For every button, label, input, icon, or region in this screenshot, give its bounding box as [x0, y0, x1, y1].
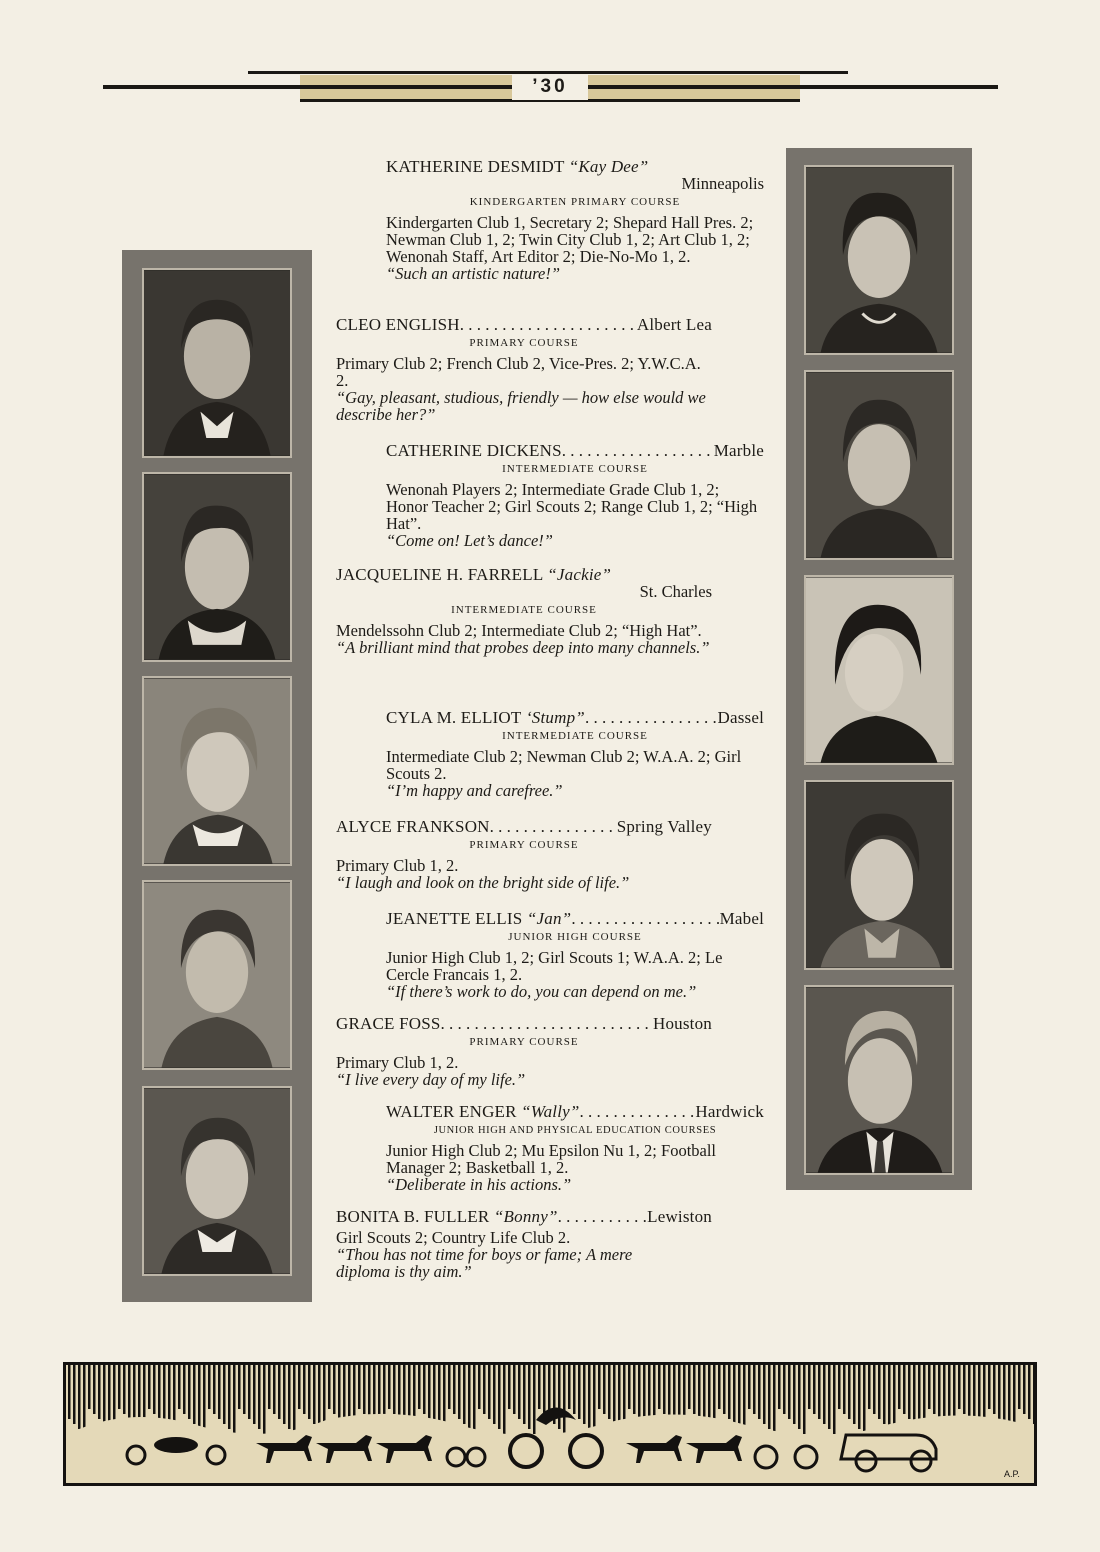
- student-nickname: “Bonny”: [493, 1207, 558, 1226]
- frieze-stripe: [528, 1365, 531, 1429]
- frieze-stripe: [83, 1365, 86, 1434]
- frieze-stripe: [688, 1365, 691, 1409]
- frieze-stripe: [848, 1365, 851, 1419]
- student-quote: “I laugh and look on the bright side of life.”: [336, 873, 630, 892]
- frieze-stripe: [793, 1365, 796, 1424]
- frieze-stripe: [803, 1365, 806, 1434]
- frieze-stripe: [693, 1365, 696, 1414]
- frieze-stripe: [858, 1365, 861, 1429]
- student-town: Lewiston: [647, 1207, 712, 1226]
- page-label: ’30: [512, 74, 588, 100]
- frieze-stripe: [813, 1365, 816, 1414]
- student-quote: “I’m happy and carefree.”: [386, 781, 563, 800]
- frieze-stripe: [1023, 1365, 1026, 1414]
- student-course: INTERMEDIATE COURSE: [451, 604, 597, 616]
- frieze-stripe: [963, 1365, 966, 1414]
- frieze-stripe: [558, 1365, 561, 1429]
- frieze-stripe: [108, 1365, 111, 1429]
- student-course: PRIMARY COURSE: [469, 1036, 579, 1048]
- frieze-stripe: [253, 1365, 256, 1424]
- frieze-stripe: [958, 1365, 961, 1409]
- frieze-stripe: [243, 1365, 246, 1414]
- frieze-stripe: [518, 1365, 521, 1419]
- footer-frieze-illustration: [63, 1362, 1037, 1486]
- frieze-stripe: [783, 1365, 786, 1414]
- frieze-stripe: [933, 1365, 936, 1414]
- student-quote: “Gay, pleasant, studious, friendly — how else would we describe her?”: [336, 388, 706, 424]
- frieze-stripe: [763, 1365, 766, 1424]
- frieze-stripe: [878, 1365, 881, 1419]
- frieze-stripe: [828, 1365, 831, 1429]
- frieze-stripe: [278, 1365, 281, 1419]
- frieze-stripe: [568, 1365, 571, 1409]
- student-nickname: “Jan”: [526, 909, 572, 928]
- frieze-stripe: [988, 1365, 991, 1409]
- frieze-stripe: [633, 1365, 636, 1414]
- frieze-stripe: [193, 1365, 196, 1424]
- frieze-stripe: [333, 1365, 336, 1414]
- portrait-photo: [804, 575, 954, 765]
- frieze-stripe: [1033, 1365, 1034, 1424]
- frieze-stripe: [513, 1365, 516, 1414]
- frieze-stripe: [613, 1365, 616, 1424]
- frieze-stripe: [303, 1365, 306, 1414]
- entry-cyla-elliot: [386, 709, 764, 799]
- frieze-stripe: [733, 1365, 736, 1424]
- frieze-stripe: [913, 1365, 916, 1424]
- frieze-stripe: [543, 1365, 546, 1414]
- frieze-stripe: [1003, 1365, 1006, 1424]
- frieze-stripe: [133, 1365, 136, 1424]
- frieze-stripe: [203, 1365, 206, 1434]
- student-nickname: “Kay Dee”: [568, 157, 649, 176]
- frieze-stripe: [898, 1365, 901, 1409]
- frieze-stripe: [328, 1365, 331, 1409]
- student-name: ALYCE FRANKSON: [336, 817, 490, 836]
- frieze-stripe: [293, 1365, 296, 1434]
- frieze-stripe: [313, 1365, 316, 1424]
- portrait-photo: [804, 985, 954, 1175]
- entry-cleo-english: [336, 316, 712, 423]
- frieze-stripe: [448, 1365, 451, 1409]
- frieze-stripe: [183, 1365, 186, 1414]
- frieze-stripe: [618, 1365, 621, 1429]
- frieze-stripe: [273, 1365, 276, 1414]
- frieze-stripe: [263, 1365, 266, 1434]
- student-town: Hardwick: [695, 1102, 764, 1121]
- frieze-stripe: [1018, 1365, 1021, 1409]
- portrait-photo: [804, 370, 954, 560]
- student-course: PRIMARY COURSE: [469, 337, 579, 349]
- student-town: Spring Valley: [616, 817, 712, 836]
- frieze-stripe: [68, 1365, 71, 1419]
- artist-initials: A.P.: [1004, 1469, 1020, 1479]
- frieze-stripe: [808, 1365, 811, 1409]
- student-name: WALTER ENGER: [386, 1102, 517, 1121]
- frieze-stripe: [768, 1365, 771, 1429]
- entry-alyce-frankson: [336, 818, 712, 891]
- frieze-stripe: [468, 1365, 471, 1429]
- frieze-stripe: [973, 1365, 976, 1424]
- frieze-stripe: [658, 1365, 661, 1409]
- frieze-stripe: [433, 1365, 436, 1424]
- frieze-stripe: [738, 1365, 741, 1429]
- frieze-stripe: [398, 1365, 401, 1419]
- frieze-stripe: [93, 1365, 96, 1414]
- frieze-stripe: [578, 1365, 581, 1419]
- student-course: INTERMEDIATE COURSE: [502, 730, 648, 742]
- frieze-stripe: [488, 1365, 491, 1419]
- frieze-stripe: [363, 1365, 366, 1414]
- student-town: Houston: [652, 1014, 712, 1033]
- frieze-stripe: [743, 1365, 746, 1434]
- student-quote: “If there’s work to do, you can depend on me.”: [386, 982, 697, 1001]
- student-town: Minneapolis: [681, 174, 764, 193]
- student-name: KATHERINE DESMIDT: [386, 157, 565, 176]
- student-name: JEANETTE ELLIS: [386, 909, 523, 928]
- student-activities: Primary Club 1, 2.: [336, 856, 459, 875]
- frieze-stripe: [318, 1365, 321, 1429]
- student-town: Albert Lea: [636, 315, 712, 334]
- entry-catherine-dickens: [386, 442, 764, 549]
- frieze-stripe: [588, 1365, 591, 1429]
- student-name: BONITA B. FULLER: [336, 1207, 490, 1226]
- frieze-stripe: [628, 1365, 631, 1409]
- portrait-photo: [804, 780, 954, 970]
- frieze-stripe: [258, 1365, 261, 1429]
- student-town: St. Charles: [639, 582, 712, 601]
- frieze-stripe: [473, 1365, 476, 1434]
- student-activities: Primary Club 1, 2.: [336, 1053, 459, 1072]
- frieze-stripe: [773, 1365, 776, 1434]
- frieze-stripe: [483, 1365, 486, 1414]
- frieze-stripe: [993, 1365, 996, 1414]
- frieze-stripe: [248, 1365, 251, 1419]
- frieze-stripe: [563, 1365, 566, 1434]
- portrait-photo: [142, 1086, 292, 1276]
- frieze-stripe: [98, 1365, 101, 1419]
- student-town: Mabel: [719, 909, 764, 928]
- portrait-photo: [142, 676, 292, 866]
- student-activities: Kindergarten Club 1, Secretary 2; Shepard Hall Pres. 2; Newman Club 1, 2; Twin City Club 1, 2; Art Club 1, 2; Wenonah Staff, Art Editor 2; Die-No-Mo 1, 2.: [386, 213, 754, 266]
- student-course: JUNIOR HIGH COURSE: [508, 931, 642, 943]
- frieze-stripe: [728, 1365, 731, 1419]
- frieze-stripe: [798, 1365, 801, 1429]
- entry-jeanette-ellis: [386, 910, 764, 1000]
- frieze-stripe: [698, 1365, 701, 1419]
- frieze-stripe: [178, 1365, 181, 1409]
- student-nickname: ‘Stump”: [525, 708, 585, 727]
- frieze-stripe: [833, 1365, 836, 1434]
- frieze-stripe: [1008, 1365, 1011, 1429]
- frieze-stripe: [458, 1365, 461, 1419]
- frieze-stripe: [853, 1365, 856, 1424]
- frieze-stripe: [128, 1365, 131, 1419]
- frieze-stripe: [598, 1365, 601, 1409]
- frieze-stripe: [103, 1365, 106, 1424]
- portrait-photo: [804, 165, 954, 355]
- frieze-stripe: [998, 1365, 1001, 1419]
- student-quote: “Come on! Let’s dance!”: [386, 531, 553, 550]
- frieze-stripe: [533, 1365, 536, 1434]
- student-course: KINDERGARTEN PRIMARY COURSE: [469, 196, 681, 208]
- frieze-stripe: [883, 1365, 886, 1424]
- student-town: Dassel: [717, 708, 764, 727]
- frieze-stripe: [493, 1365, 496, 1424]
- student-course: JUNIOR HIGH AND PHYSICAL EDUCATION COURSES: [433, 1125, 717, 1136]
- frieze-stripe: [428, 1365, 431, 1419]
- student-quote: “Deliberate in his actions.”: [386, 1175, 572, 1194]
- student-nickname: “Jackie”: [547, 565, 612, 584]
- student-activities: Primary Club 2; French Club 2, Vice-Pres. 2; Y.W.C.A. 2.: [336, 354, 701, 390]
- frieze-stripe: [478, 1365, 481, 1409]
- frieze-stripe: [343, 1365, 346, 1424]
- frieze-stripe: [868, 1365, 871, 1409]
- frieze-stripe: [503, 1365, 506, 1434]
- frieze-stripe: [88, 1365, 91, 1409]
- frieze-stripe: [208, 1365, 211, 1409]
- frieze-stripe: [418, 1365, 421, 1409]
- student-name: JACQUELINE H. FARRELL: [336, 565, 543, 584]
- frieze-stripe: [723, 1365, 726, 1414]
- frieze-stripe: [943, 1365, 946, 1424]
- frieze-stripe: [163, 1365, 166, 1424]
- entry-bonita-fuller: [336, 1208, 712, 1280]
- frieze-stripe: [778, 1365, 781, 1409]
- student-activities: Wenonah Players 2; Intermediate Grade Club 1, 2; Honor Teacher 2; Girl Scouts 2; Range Club 1, 2; “High Hat”.: [386, 480, 758, 533]
- frieze-stripe: [888, 1365, 891, 1429]
- frieze-stripe: [423, 1365, 426, 1414]
- frieze-stripe: [118, 1365, 121, 1409]
- frieze-stripe: [603, 1365, 606, 1414]
- frieze-stripe: [213, 1365, 216, 1414]
- frieze-stripe: [288, 1365, 291, 1429]
- frieze-stripe: [338, 1365, 341, 1419]
- entry-walter-enger: [386, 1103, 764, 1193]
- frieze-stripe: [453, 1365, 456, 1414]
- frieze-stripe: [753, 1365, 756, 1414]
- student-activities: Junior High Club 1, 2; Girl Scouts 1; W.A.A. 2; Le Cercle Francais 1, 2.: [386, 948, 723, 984]
- frieze-stripe: [308, 1365, 311, 1419]
- frieze-stripe: [73, 1365, 76, 1424]
- portrait-photo: [142, 472, 292, 662]
- student-quote: “Such an artistic nature!”: [386, 264, 561, 283]
- frieze-stripe: [368, 1365, 371, 1419]
- frieze-stripe: [538, 1365, 541, 1409]
- frieze-stripe: [158, 1365, 161, 1419]
- frieze-stripe: [823, 1365, 826, 1424]
- frieze-stripe: [198, 1365, 201, 1429]
- student-town: Marble: [713, 441, 764, 460]
- frieze-stripe: [238, 1365, 241, 1409]
- frieze-stripe: [523, 1365, 526, 1424]
- student-activities: Intermediate Club 2; Newman Club 2; W.A.A. 2; Girl Scouts 2.: [386, 747, 742, 783]
- frieze-stripe: [608, 1365, 611, 1419]
- frieze-stripe: [668, 1365, 671, 1419]
- frieze-stripe: [228, 1365, 231, 1429]
- frieze-stripe: [388, 1365, 391, 1409]
- student-name: CATHERINE DICKENS: [386, 441, 562, 460]
- frieze-stripe: [663, 1365, 666, 1414]
- frieze-stripe: [968, 1365, 971, 1419]
- frieze-stripe: [838, 1365, 841, 1409]
- frieze-stripe: [78, 1365, 81, 1429]
- frieze-stripe: [818, 1365, 821, 1419]
- frieze-stripe: [223, 1365, 226, 1424]
- frieze-stripe: [508, 1365, 511, 1409]
- frieze-stripe: [638, 1365, 641, 1419]
- frieze-stripe: [233, 1365, 236, 1434]
- frieze-stripe: [1028, 1365, 1031, 1419]
- frieze-stripe: [218, 1365, 221, 1419]
- student-nickname: “Wally”: [521, 1102, 580, 1121]
- student-quote: “A brilliant mind that probes deep into many channels.”: [336, 638, 710, 657]
- frieze-stripe: [298, 1365, 301, 1409]
- student-course: PRIMARY COURSE: [469, 839, 579, 851]
- frieze-stripe: [843, 1365, 846, 1414]
- frieze-stripe: [908, 1365, 911, 1419]
- frieze-stripe: [463, 1365, 466, 1424]
- frieze-stripe: [498, 1365, 501, 1429]
- frieze-stripe: [393, 1365, 396, 1414]
- frieze-stripe: [643, 1365, 646, 1424]
- frieze-stripe: [938, 1365, 941, 1419]
- frieze-stripe: [748, 1365, 751, 1409]
- frieze-stripe: [358, 1365, 361, 1409]
- frieze-stripe: [188, 1365, 191, 1419]
- frieze-stripe: [153, 1365, 156, 1414]
- frieze-stripe: [123, 1365, 126, 1414]
- frieze-stripe: [863, 1365, 866, 1434]
- entry-jacqueline-farrell: [336, 566, 712, 656]
- portrait-photo: [142, 268, 292, 458]
- frieze-stripe: [718, 1365, 721, 1409]
- student-name: CLEO ENGLISH: [336, 315, 460, 334]
- frieze-stripe: [438, 1365, 441, 1429]
- frieze-stripe: [758, 1365, 761, 1419]
- student-name: CYLA M. ELLIOT: [386, 708, 522, 727]
- student-course: INTERMEDIATE COURSE: [502, 463, 648, 475]
- frieze-stripe: [928, 1365, 931, 1409]
- frieze-stripe: [268, 1365, 271, 1409]
- frieze-stripe: [788, 1365, 791, 1419]
- student-quote: “Thou has not time for boys or fame; A mere diploma is thy aim.”: [336, 1245, 633, 1281]
- frieze-stripe: [573, 1365, 576, 1414]
- student-activities: Junior High Club 2; Mu Epsilon Nu 1, 2; Football Manager 2; Basketball 1, 2.: [386, 1141, 717, 1177]
- frieze-stripe: [583, 1365, 586, 1424]
- portrait-photo: [142, 880, 292, 1070]
- frieze-stripe: [903, 1365, 906, 1414]
- frieze-stripe: [703, 1365, 706, 1424]
- entry-grace-foss: [336, 1015, 712, 1088]
- student-name: GRACE FOSS: [336, 1014, 441, 1033]
- frieze-stripe: [593, 1365, 596, 1434]
- frieze-stripe: [283, 1365, 286, 1424]
- student-activities: Girl Scouts 2; Country Life Club 2.: [336, 1228, 571, 1247]
- entry-katherine-desmidt: [386, 158, 764, 282]
- frieze-stripe: [873, 1365, 876, 1414]
- student-quote: “I live every day of my life.”: [336, 1070, 526, 1089]
- frieze-stripe: [148, 1365, 151, 1409]
- student-activities: Mendelssohn Club 2; Intermediate Club 2; “High Hat”.: [336, 621, 702, 640]
